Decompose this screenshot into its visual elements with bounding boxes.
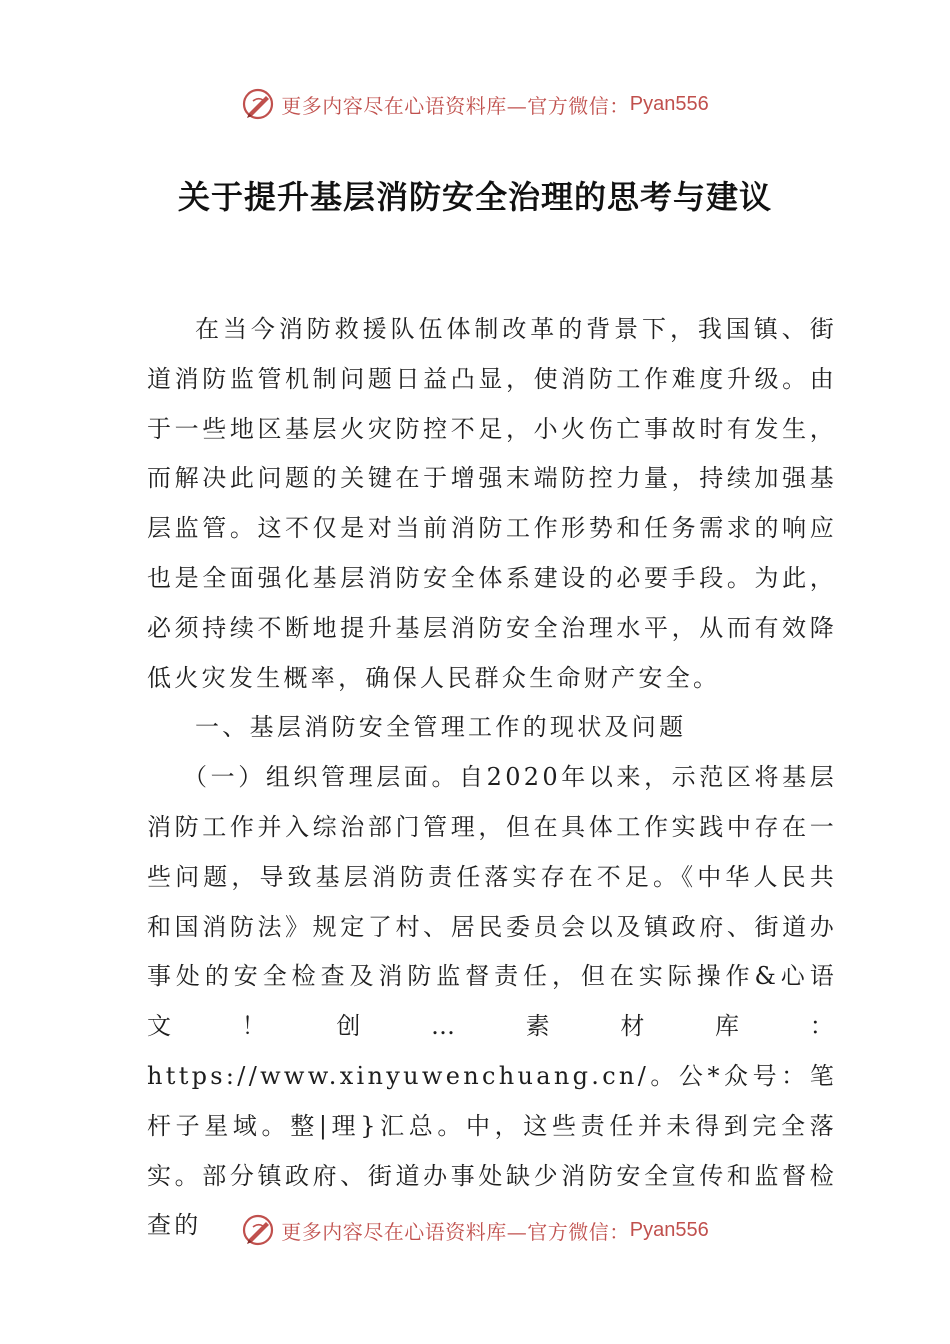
pen-logo-icon: [241, 1213, 275, 1247]
pen-logo-icon: [241, 87, 275, 121]
paragraph-organization: （一）组织管理层面。自2020年以来，示范区将基层消防工作并入综治部门管理，但在具体工作实践中存在一些问题，导致基层消防责任落实存在不足。《中华人民共和国消防法》规定了村、居民委员会以及镇政府、街道办事处的安全检查及消防监督责任，但在实际操作&心语文！创…素材库：https://www.xinyuwenchuang.cn/。公*众号：笔杆子星域。整|理}汇总。中，这些责任并未得到完全落实。部分镇政府、街道办事处缺少消防安全宣传和监督检查的: [147, 763, 837, 1240]
banner-wechat-id: Pyan556: [629, 92, 709, 115]
banner-text: 更多内容尽在心语资料库—官方微信：: [281, 1219, 630, 1244]
banner-text: 更多内容尽在心语资料库—官方微信：: [281, 93, 630, 118]
document-body: [147, 305, 837, 1251]
banner-wechat-id: Pyan556: [629, 1218, 709, 1241]
document-title: 关于提升基层消防安全治理的思考与建议: [177, 178, 772, 216]
section-heading: 一、基层消防安全管理工作的现状及问题: [195, 713, 687, 742]
footer-banner: [0, 1208, 950, 1252]
header-banner: [0, 82, 950, 126]
paragraph-intro: 在当今消防救援队伍体制改革的背景下，我国镇、街道消防监管机制问题日益凸显，使消防工作难度升级。由于一些地区基层火灾防控不足，小火伤亡事故时有发生，而解决此问题的关键在于增强末端防控力量，持续加强基层监管。这不仅是对当前消防工作形势和任务需求的响应也是全面强化基层消防安全体系建设的必要手段。为此，必须持续不断地提升基层消防安全治理水平，从而有效降低火灾发生概率，确保人民群众生命财产安全。: [147, 315, 837, 692]
